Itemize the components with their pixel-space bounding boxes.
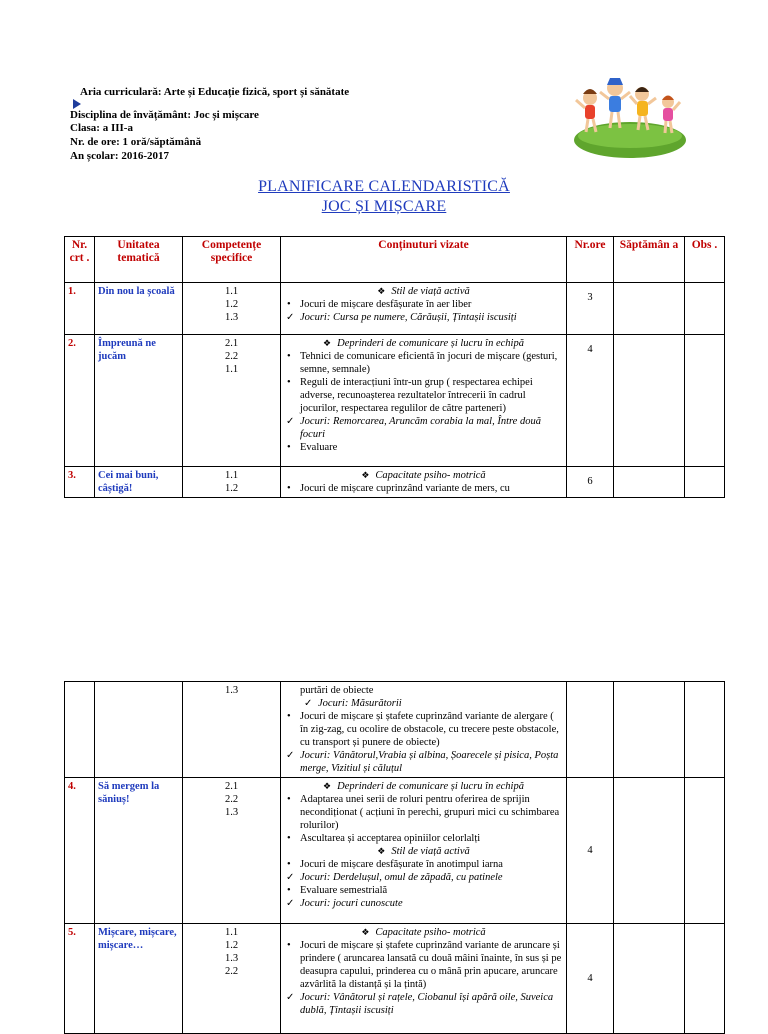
competence-code: 1.1 (224, 927, 239, 938)
row-content (281, 778, 567, 924)
col-header-unitate: Unitatea tematică (95, 237, 183, 283)
table-row (65, 682, 725, 778)
content-games: ✓ Jocuri: Vânătorul,Vrabia și albina, Șoarecele și pisica, Poșta merge, Vizitiul și căluțul (284, 749, 563, 775)
row-week (614, 682, 685, 778)
row-number: 2. (65, 335, 95, 467)
content-list (284, 939, 563, 1017)
disciplina: Disciplina de învățământ: Joc și mișcare (70, 109, 259, 121)
doc-title-line2: JOC ȘI MIȘCARE (321, 198, 447, 215)
row-number: 4. (65, 778, 95, 924)
content-games: ✓ Jocuri: Cursa pe numere, Cărăușii, Țintașii iscusiți (284, 311, 563, 324)
table-row (65, 924, 725, 1034)
an-scolar: An școlar: 2016-2017 (70, 150, 169, 162)
row-hours: 3 (567, 283, 614, 335)
row-competences (183, 283, 281, 335)
col-header-saptamana: Săptămân a (614, 237, 685, 283)
competence-code: 1.2 (224, 483, 239, 494)
content-bullet: • Tehnici de comunicare eficientă în jocuri de mișcare (gesturi, semne, semnale) (284, 350, 563, 376)
competence-code: 1.3 (224, 685, 239, 696)
competence-code: 2.2 (224, 794, 239, 805)
col-header-continuturi: Conținuturi vizate (281, 237, 567, 283)
content-bullet: • Jocuri de mișcare desfășurate în anotimpul iarna (284, 858, 563, 871)
content-heading: ❖ Deprinderi de comunicare și lucru în echipă (284, 337, 563, 350)
row-week (614, 467, 685, 498)
row-competences (183, 467, 281, 498)
content-list (284, 350, 563, 454)
doc-title-line1: PLANIFICARE CALENDARISTICĂ (258, 178, 510, 195)
row-obs (685, 778, 725, 924)
row-unit: Împreună ne jucăm (95, 335, 183, 467)
col-header-competente: Competențe specifice (183, 237, 281, 283)
competence-code: 2.1 (224, 338, 239, 349)
row-week (614, 778, 685, 924)
content-text: purtări de obiecte (300, 685, 374, 696)
competence-code: 2.2 (224, 351, 239, 362)
row-competences (183, 778, 281, 924)
row-obs (685, 335, 725, 467)
planning-table-part1 (64, 236, 725, 498)
content-list (284, 793, 563, 845)
row-competences (183, 682, 281, 778)
content-heading: ❖ Capacitate psiho- motrică (284, 926, 563, 939)
row-obs (685, 682, 725, 778)
row-obs (685, 283, 725, 335)
row-content (281, 335, 567, 467)
row-number: 1. (65, 283, 95, 335)
nr-ore: Nr. de ore: 1 oră/săptămână (70, 136, 202, 148)
row-competences (183, 335, 281, 467)
content-heading: ❖ Capacitate psiho- motrică (284, 469, 563, 482)
competence-code: 2.1 (224, 781, 239, 792)
content-heading: ❖ Deprinderi de comunicare și lucru în echipă (284, 780, 563, 793)
clasa: Clasa: a III-a (70, 122, 133, 134)
table-row (65, 335, 725, 467)
row-competences (183, 924, 281, 1034)
row-unit (95, 682, 183, 778)
content-bullet: • Reguli de interacțiuni într-un grup ( respectarea echipei adverse, recunoașterea rezultatelor întrecerii în cadrul jocurilor, respectarea regulilor de către parteneri) (284, 376, 563, 415)
row-unit: Cei mai buni, câștigă! (95, 467, 183, 498)
content-list (284, 858, 563, 910)
content-bullet: • Jocuri de mișcare desfășurate în aer liber (284, 298, 563, 311)
content-list (284, 482, 563, 495)
content-bullet: • Jocuri de mișcare și ștafete cuprinzând variante de alergare ( în zig-zag, cu ocolire de obstacole, cu trecere peste obstacole, cu transport și punere de obiecte) (284, 710, 563, 749)
content-bullet: • Jocuri de mișcare și ștafete cuprinzând variante de aruncare și prindere ( aruncarea lansată cu două mâini înainte, în sus și pe deasupra capului, prinderea cu o mână prin apucare, aruncare azvârlită la distanță și la țintă) (284, 939, 563, 991)
content-heading: ❖ Stil de viață activă (284, 285, 563, 298)
arrow-marker-icon (73, 99, 81, 109)
row-unit: Din nou la școală (95, 283, 183, 335)
row-hours: 4 (567, 335, 614, 467)
col-header-nr: Nr. crt . (65, 237, 95, 283)
competence-code: 2.2 (224, 966, 239, 977)
row-content (281, 283, 567, 335)
content-heading: ❖ Stil de viață activă (284, 845, 563, 858)
planning-table-part2 (64, 681, 725, 1034)
competence-code: 1.3 (224, 807, 239, 818)
content-bullet: • Evaluare (284, 441, 563, 454)
competence-code: 1.1 (224, 470, 239, 481)
content-list (284, 298, 563, 324)
aria-curriculara: Aria curriculară: Arte și Educație fizică, sport și sănătate (80, 86, 350, 98)
row-unit: Să mergem la săniuș! (95, 778, 183, 924)
row-content (281, 467, 567, 498)
row-content (281, 924, 567, 1034)
content-games: ✓ Jocuri: jocuri cunoscute (284, 897, 563, 910)
content-bullet: • Adaptarea unei serii de roluri pentru oferirea de sprijin necondiționat ( acțiuni în perechi, grupuri mici cu schimbarea rolurilor) (284, 793, 563, 832)
content-bullet: • Jocuri de mișcare cuprinzând variante de mers, cu (284, 482, 563, 495)
table-row (65, 283, 725, 335)
competence-code: 1.2 (224, 940, 239, 951)
content-bullet: • Evaluare semestrială (284, 884, 563, 897)
content-games: ✓ Jocuri: Derdelușul, omul de zăpadă, cu patinele (284, 871, 563, 884)
row-content (281, 682, 567, 778)
row-number (65, 682, 95, 778)
row-hours: 6 (567, 467, 614, 498)
children-playing-illustration (570, 72, 688, 162)
table-header-row (65, 237, 725, 283)
competence-code: 1.1 (224, 286, 239, 297)
row-hours (567, 682, 614, 778)
competence-code: 1.2 (224, 299, 239, 310)
col-header-obs: Obs . (685, 237, 725, 283)
competence-code: 1.3 (224, 312, 239, 323)
row-hours: 4 (567, 778, 614, 924)
row-week (614, 283, 685, 335)
competence-code: 1.3 (224, 953, 239, 964)
row-obs (685, 467, 725, 498)
row-week (614, 335, 685, 467)
row-week (614, 924, 685, 1034)
competence-code: 1.1 (224, 364, 239, 375)
col-header-nr-ore: Nr.ore (567, 237, 614, 283)
content-games: ✓ Jocuri: Vânătorul și rațele, Ciobanul își apără oile, Suveica dublă, Țintașii iscusiți (284, 991, 563, 1017)
table-row (65, 467, 725, 498)
row-obs (685, 924, 725, 1034)
row-number: 3. (65, 467, 95, 498)
table-row (65, 778, 725, 924)
row-number: 5. (65, 924, 95, 1034)
content-list (284, 697, 563, 775)
row-unit: Mișcare, mișcare, mișcare… (95, 924, 183, 1034)
content-games: ✓ Jocuri: Remorcarea, Aruncăm corabia la mal, Între două focuri (284, 415, 563, 441)
content-games: ✓ Jocuri: Măsurătorii (284, 697, 563, 710)
content-bullet: • Ascultarea și acceptarea opiniilor celorlalți (284, 832, 563, 845)
row-hours: 4 (567, 924, 614, 1034)
